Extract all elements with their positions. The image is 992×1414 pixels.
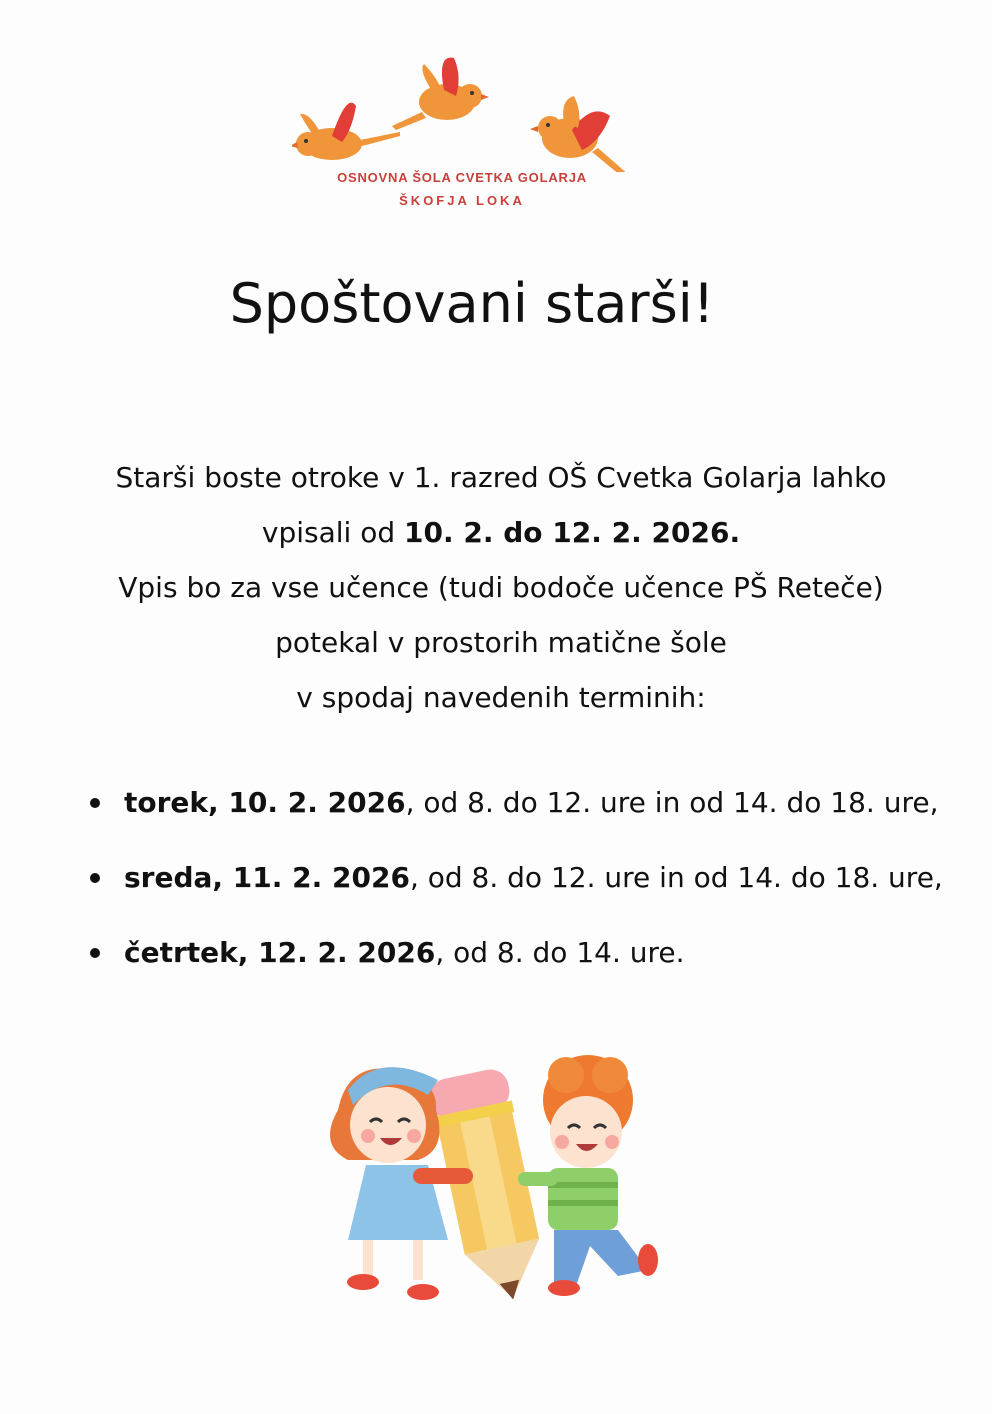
intro-paragraph [60, 450, 942, 725]
list-item [90, 850, 970, 925]
bullet-icon [90, 798, 100, 808]
intro-line-4: potekal v prostorih matične šole [275, 626, 727, 659]
list-item [90, 775, 970, 850]
bullet-icon [90, 948, 100, 958]
schedule-day: četrtek, 12. 2. 2026 [124, 936, 436, 969]
intro-line-2 [60, 505, 942, 560]
children-pencil-icon [318, 1050, 678, 1310]
intro-line-2-text: vpisali od [261, 516, 405, 549]
children-with-pencil-illustration [318, 1050, 678, 1310]
schedule-list [90, 775, 970, 1000]
schedule-hours: , od 8. do 14. ure. [435, 936, 685, 969]
birds-logo-icon [292, 52, 632, 172]
schedule-day: sreda, 11. 2. 2026 [124, 861, 410, 894]
bullet-icon [90, 873, 100, 883]
intro-line-3: Vpis bo za vse učence (tudi bodoče učence PŠ Reteče) [118, 571, 884, 604]
logo-town-name: ŠKOFJA LOKA [399, 193, 525, 208]
intro-line-1: Starši boste otroke v 1. razred OŠ Cvetka Golarja lahko [115, 461, 887, 494]
schedule-day: torek, 10. 2. 2026 [124, 786, 406, 819]
intro-line-5: v spodaj navedenih terminih: [296, 681, 706, 714]
schedule-hours: , od 8. do 12. ure in od 14. do 18. ure, [405, 786, 939, 819]
list-item [90, 925, 970, 1000]
school-logo [292, 52, 632, 222]
enrollment-dates: 10. 2. do 12. 2. 2026. [404, 516, 741, 549]
schedule-hours: , od 8. do 12. ure in od 14. do 18. ure, [409, 861, 943, 894]
logo-school-name: OSNOVNA ŠOLA CVETKA GOLARJA [337, 170, 587, 185]
page-title: Spoštovani starši! [229, 272, 715, 335]
